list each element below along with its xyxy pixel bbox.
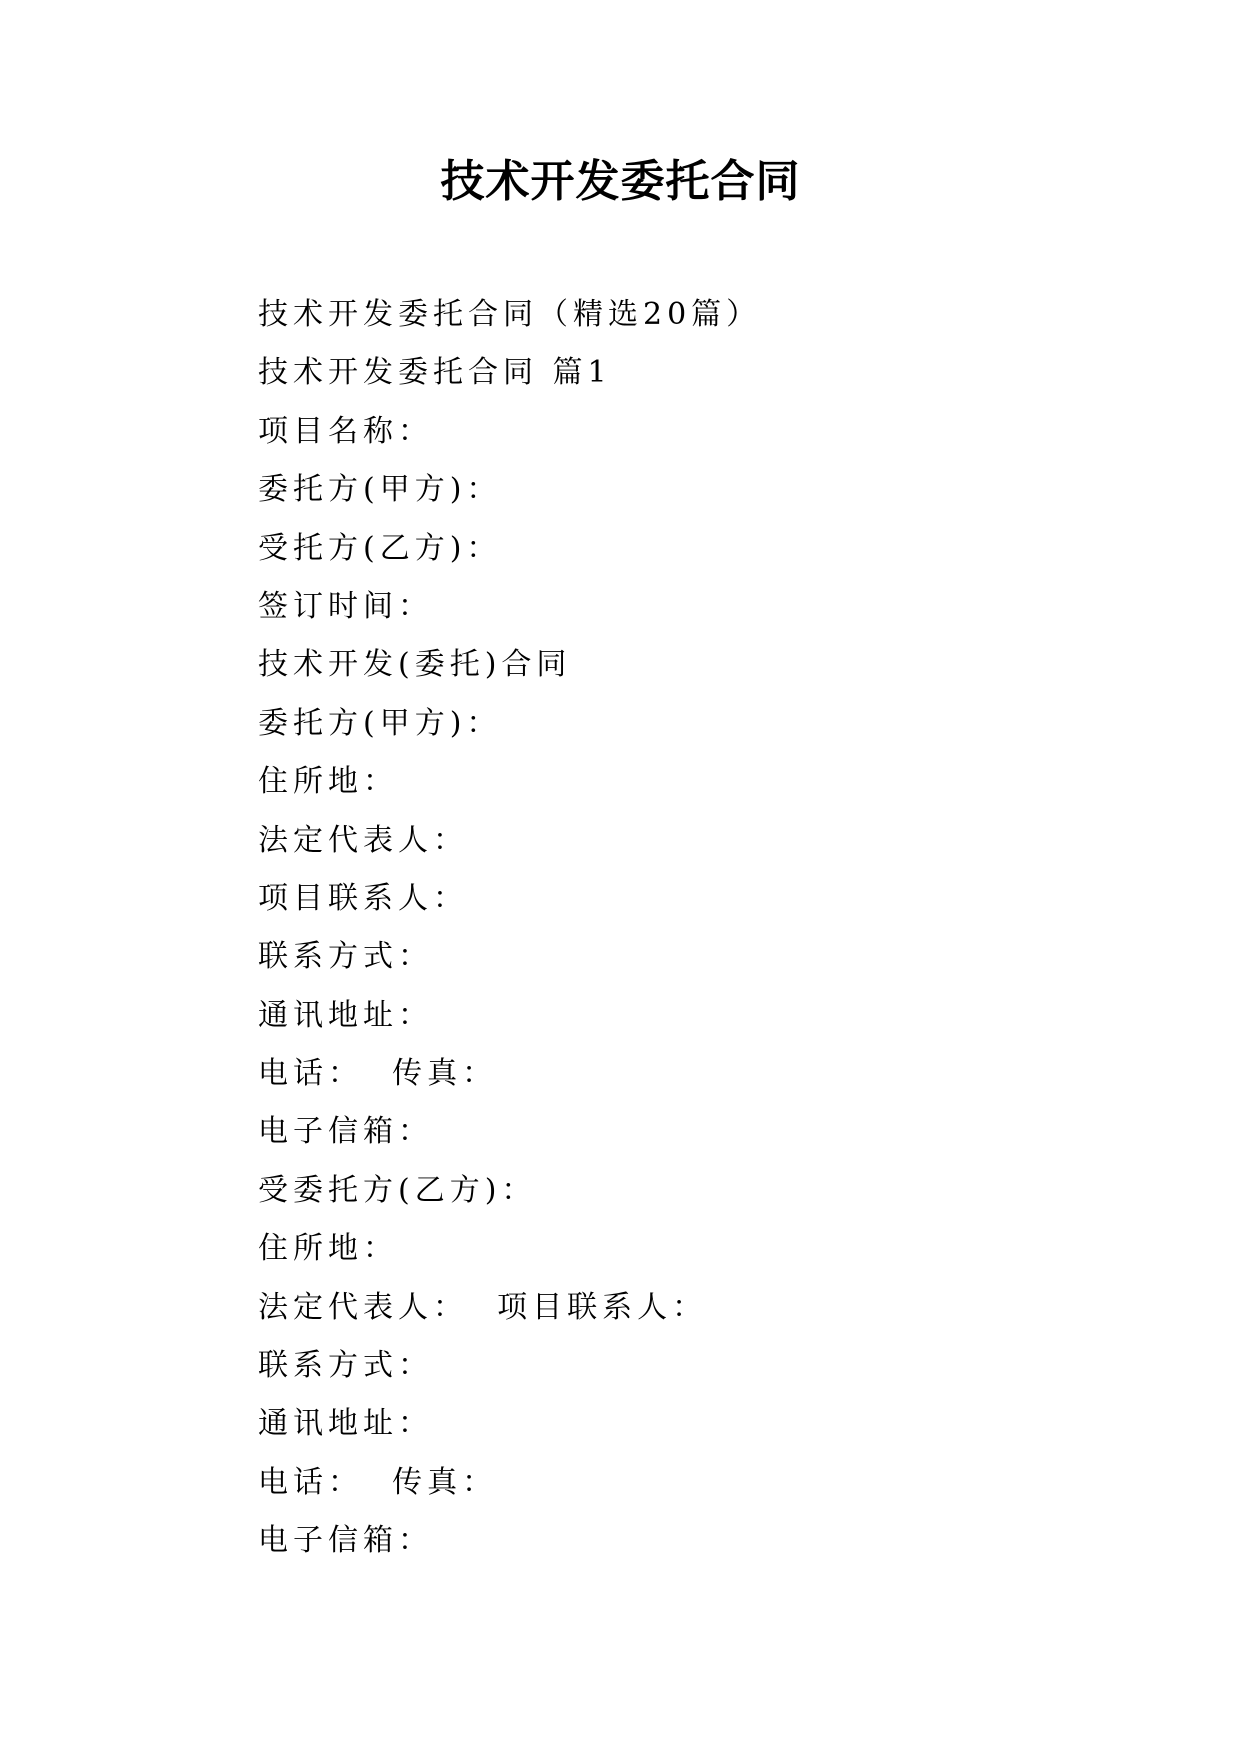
document-line: 联系方式：: [258, 939, 433, 975]
document-line: 法定代表人：: [258, 822, 468, 858]
document-line: 法定代表人： 项目联系人：: [258, 1289, 708, 1325]
document-line: 项目名称：: [258, 413, 433, 449]
document-line: 联系方式：: [258, 1348, 433, 1384]
document-line: 委托方(甲方)：: [258, 472, 502, 508]
document-line: 电话： 传真：: [258, 1464, 498, 1500]
document-line: 通讯地址：: [258, 1406, 433, 1442]
document-line: 签订时间：: [258, 588, 433, 624]
document-line: 电子信箱：: [258, 1114, 433, 1150]
document-line: 技术开发委托合同 篇1: [258, 355, 612, 391]
document-line: 受托方(乙方)：: [258, 530, 502, 566]
document-line: 项目联系人：: [258, 880, 468, 916]
document-title: 技术开发委托合同: [440, 156, 801, 207]
document-line: 通讯地址：: [258, 997, 433, 1033]
document-line: 住所地：: [258, 1231, 398, 1267]
document-line: 电子信箱：: [258, 1523, 433, 1559]
document-body: [258, 286, 1158, 1571]
document-line: 电话： 传真：: [258, 1056, 498, 1092]
document-line: 技术开发委托合同（精选20篇）: [258, 297, 762, 332]
document-line: 技术开发(委托)合同: [258, 647, 572, 683]
document-line: 受委托方(乙方)：: [258, 1172, 537, 1208]
document-line: 委托方(甲方)：: [258, 705, 502, 741]
document-line: 住所地：: [258, 764, 398, 800]
